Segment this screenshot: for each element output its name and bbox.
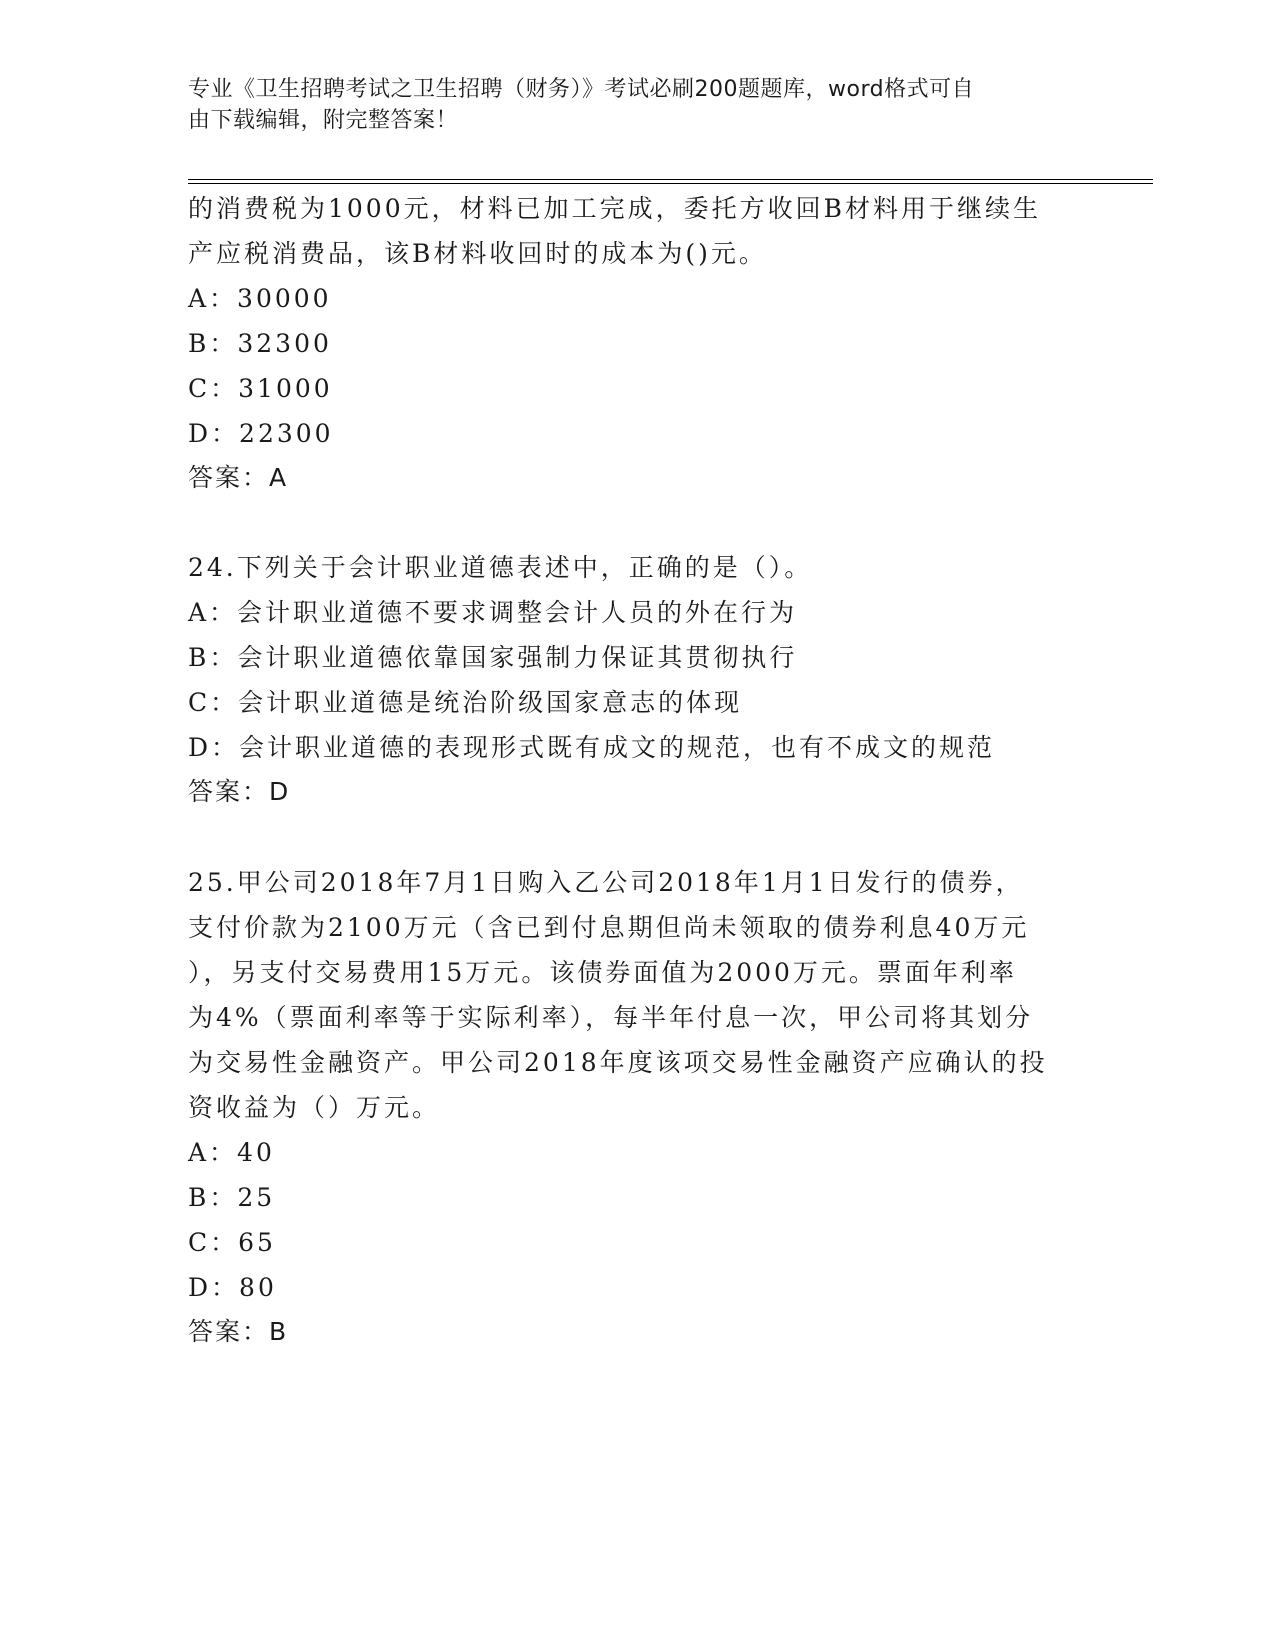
q23-stem-line-1: 的消费税为1000元，材料已加工完成，委托方收回B材料用于继续生 [188,194,1041,223]
header-divider-bottom [188,183,1153,184]
q24-option-b: B：会计职业道德依靠国家强制力保证其贯彻执行 [188,643,798,672]
q25-stem-line-5: 为交易性金融资产。甲公司2018年度该项交易性金融资产应确认的投 [188,1048,1048,1077]
q24-option-c: C：会计职业道德是统治阶级国家意志的体现 [188,688,743,717]
header-title-line-1: 专业《卫生招聘考试之卫生招聘（财务）》考试必刷200题题库，word格式可自 [188,77,975,102]
q25-option-a: A：40 [188,1138,275,1167]
q25-option-d: D：80 [188,1273,277,1302]
header-divider-top [188,179,1153,180]
q24-option-a: A：会计职业道德不要求调整会计人员的外在行为 [188,598,798,627]
q23-stem-line-2: 产应税消费品，该B材料收回时的成本为()元。 [188,239,767,268]
q25-stem-line-3: ），另支付交易费用15万元。该债券面值为2000万元。票面年利率 [188,958,1017,987]
q23-option-b: B：32300 [188,329,332,358]
q25-answer: 答案：B [188,1317,289,1346]
q23-option-a: A：30000 [188,284,332,313]
q25-stem-line-1: 25.甲公司2018年7月1日购入乙公司2018年1月1日发行的债券， [188,868,1024,897]
q25-option-b: B：25 [188,1183,276,1212]
q24-stem: 24.下列关于会计职业道德表述中，正确的是（）。 [188,553,813,582]
q23-option-d: D：22300 [188,419,334,448]
header-title-line-2: 由下载编辑，附完整答案！ [188,108,459,133]
q25-stem-line-6: 资收益为（）万元。 [188,1093,441,1122]
q25-stem-line-4: 为4%（票面利率等于实际利率），每半年付息一次，甲公司将其划分 [188,1003,1034,1032]
q25-stem-line-2: 支付价款为2100万元（含已到付息期但尚未领取的债券利息40万元 [188,913,1030,942]
q23-answer: 答案：A [188,463,289,492]
document-header [188,74,1068,136]
q24-option-d: D：会计职业道德的表现形式既有成文的规范，也有不成文的规范 [188,733,996,762]
q25-option-c: C：65 [188,1228,276,1257]
q24-answer: 答案：D [188,777,291,806]
q23-option-c: C：31000 [188,374,333,403]
